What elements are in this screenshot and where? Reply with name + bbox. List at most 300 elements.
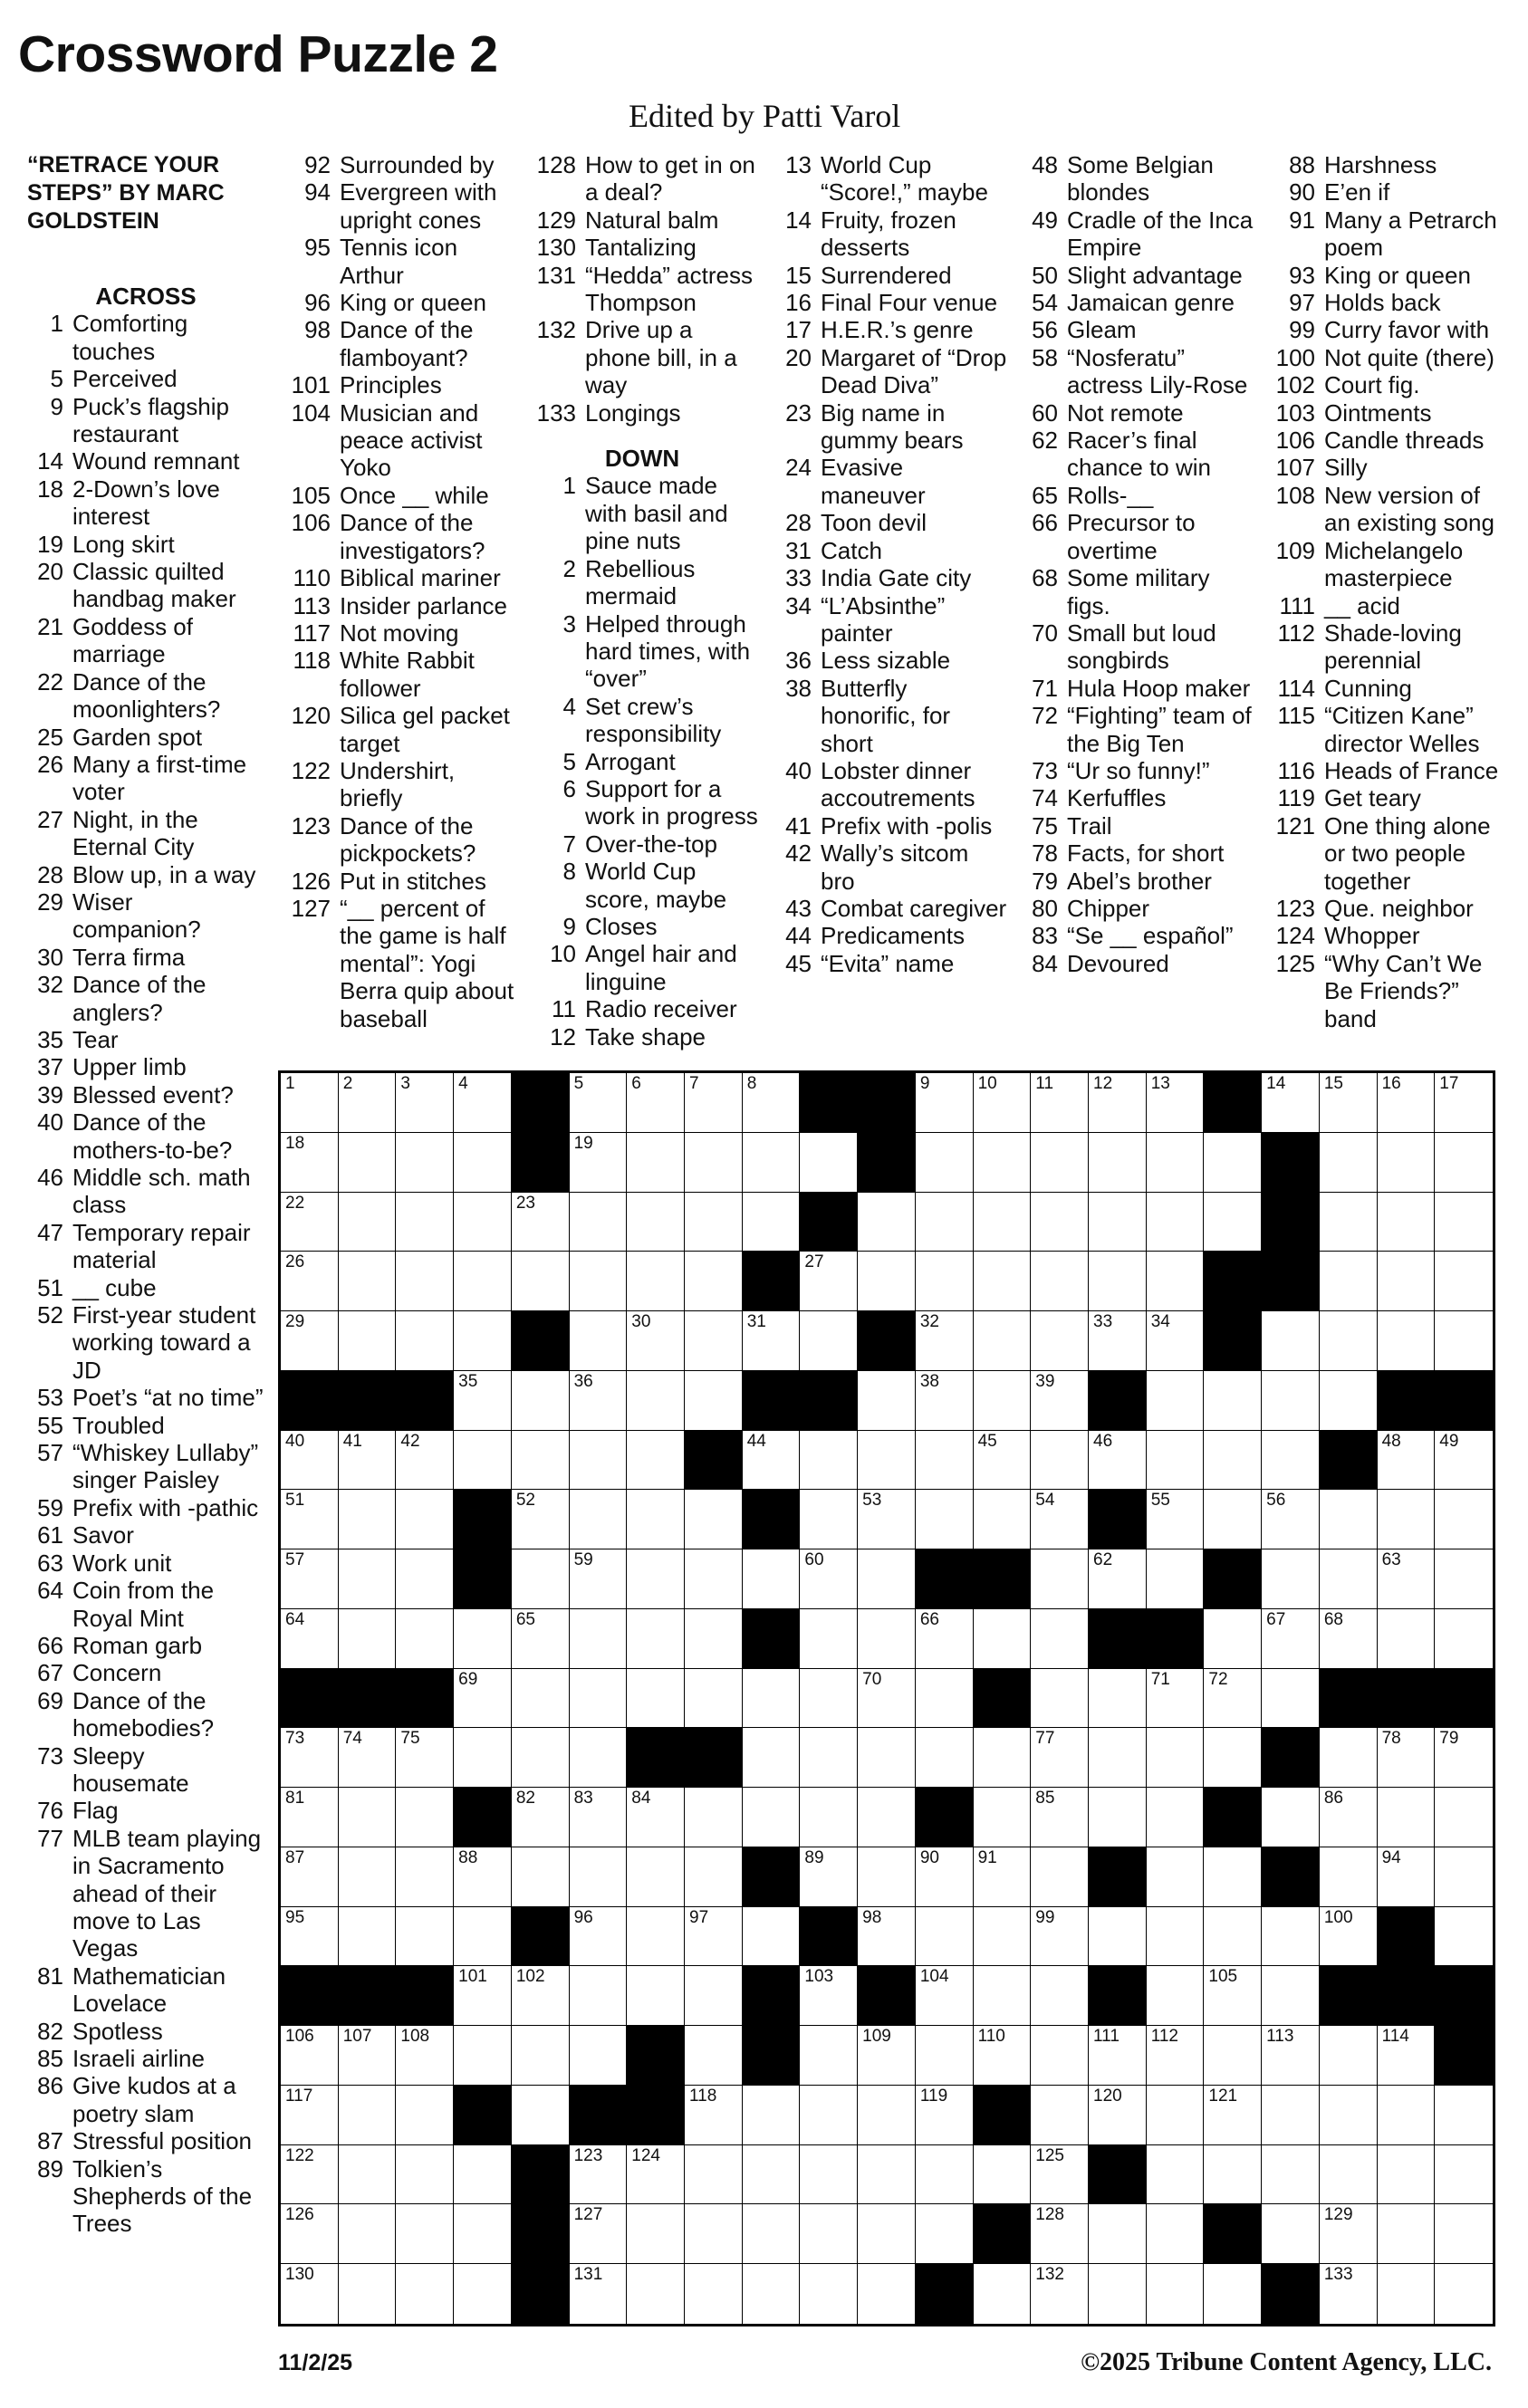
grid-cell[interactable] — [1031, 1728, 1089, 1788]
grid-cell[interactable] — [396, 1728, 454, 1788]
grid-cell[interactable] — [512, 1847, 570, 1907]
across-clue[interactable] — [524, 151, 761, 206]
down-clue[interactable] — [770, 922, 1007, 949]
grid-cell[interactable] — [1204, 1371, 1262, 1431]
grid-cell[interactable] — [1031, 1193, 1089, 1252]
down-clue[interactable] — [1016, 812, 1254, 839]
grid-cell[interactable] — [1378, 1073, 1436, 1133]
across-clue[interactable] — [27, 944, 264, 971]
across-clue[interactable] — [27, 1081, 264, 1108]
grid-cell[interactable] — [858, 2086, 916, 2145]
grid-cell[interactable] — [685, 2204, 743, 2264]
across-clue[interactable] — [278, 895, 515, 1032]
down-clue[interactable] — [524, 913, 761, 940]
grid-cell[interactable] — [743, 1788, 801, 1847]
grid-cell[interactable] — [1089, 2026, 1147, 2086]
grid-cell[interactable] — [339, 1193, 397, 1252]
grid-cell[interactable] — [685, 2026, 743, 2086]
grid-cell[interactable] — [281, 1788, 339, 1847]
grid-cell[interactable] — [858, 1728, 916, 1788]
grid-cell[interactable] — [1204, 1847, 1262, 1907]
down-clue[interactable] — [524, 555, 761, 610]
down-clue[interactable] — [1263, 784, 1500, 811]
down-clue[interactable] — [1263, 371, 1500, 398]
across-clue[interactable] — [278, 178, 515, 234]
grid-cell[interactable] — [570, 2204, 628, 2264]
grid-cell[interactable] — [1262, 2026, 1320, 2086]
grid-cell[interactable] — [800, 2204, 858, 2264]
grid-cell[interactable] — [570, 1252, 628, 1311]
grid-cell[interactable] — [396, 1549, 454, 1609]
across-clue[interactable] — [27, 310, 264, 365]
grid-cell[interactable] — [627, 1609, 685, 1669]
down-clue[interactable] — [1263, 206, 1500, 262]
grid-cell[interactable] — [1378, 2026, 1436, 2086]
grid-cell[interactable] — [396, 1252, 454, 1311]
grid-cell[interactable] — [1320, 1371, 1378, 1431]
grid-cell[interactable] — [454, 1193, 512, 1252]
grid-cell[interactable] — [1147, 1133, 1205, 1193]
grid-cell[interactable] — [570, 1847, 628, 1907]
across-clue[interactable] — [524, 262, 761, 317]
grid-cell[interactable] — [339, 1728, 397, 1788]
grid-cell[interactable] — [396, 1907, 454, 1967]
across-clue[interactable] — [27, 365, 264, 392]
down-clue[interactable] — [770, 812, 1007, 839]
grid-cell[interactable] — [1204, 1728, 1262, 1788]
grid-cell[interactable] — [1262, 2145, 1320, 2205]
grid-cell[interactable] — [685, 1907, 743, 1967]
grid-cell[interactable] — [281, 1609, 339, 1669]
grid-cell[interactable] — [916, 1728, 974, 1788]
grid-cell[interactable] — [339, 2204, 397, 2264]
down-clue[interactable] — [1016, 619, 1254, 675]
down-clue[interactable] — [1016, 564, 1254, 619]
grid-cell[interactable] — [916, 1847, 974, 1907]
grid-cell[interactable] — [396, 2086, 454, 2145]
grid-cell[interactable] — [627, 1371, 685, 1431]
grid-cell[interactable] — [627, 1669, 685, 1729]
grid-cell[interactable] — [858, 1193, 916, 1252]
across-clue[interactable] — [278, 868, 515, 895]
grid-cell[interactable] — [1262, 1788, 1320, 1847]
grid-cell[interactable] — [396, 1490, 454, 1549]
across-clue[interactable] — [27, 1164, 264, 1219]
grid-cell[interactable] — [627, 1133, 685, 1193]
grid-cell[interactable] — [1031, 1490, 1089, 1549]
down-clue[interactable] — [770, 839, 1007, 895]
across-clue[interactable] — [27, 668, 264, 724]
across-clue[interactable] — [278, 371, 515, 398]
across-clue[interactable] — [27, 2045, 264, 2072]
grid-cell[interactable] — [1262, 1907, 1320, 1967]
grid-cell[interactable] — [396, 2026, 454, 2086]
across-clue[interactable] — [27, 1825, 264, 1962]
grid-cell[interactable] — [339, 2026, 397, 2086]
grid-cell[interactable] — [974, 1371, 1032, 1431]
grid-cell[interactable] — [1435, 1431, 1493, 1491]
grid-cell[interactable] — [858, 2145, 916, 2205]
down-clue[interactable] — [524, 830, 761, 858]
grid-cell[interactable] — [339, 1549, 397, 1609]
down-clue[interactable] — [1016, 868, 1254, 895]
grid-cell[interactable] — [627, 2264, 685, 2324]
grid-cell[interactable] — [1147, 1311, 1205, 1371]
grid-cell[interactable] — [800, 1669, 858, 1729]
grid-cell[interactable] — [800, 2264, 858, 2324]
grid-cell[interactable] — [685, 1490, 743, 1549]
grid-cell[interactable] — [1320, 1728, 1378, 1788]
grid-cell[interactable] — [1204, 1966, 1262, 2026]
grid-cell[interactable] — [1378, 2086, 1436, 2145]
down-clue[interactable] — [770, 151, 1007, 206]
grid-cell[interactable] — [1262, 1490, 1320, 1549]
down-clue[interactable] — [1016, 675, 1254, 702]
grid-cell[interactable] — [339, 1490, 397, 1549]
grid-cell[interactable] — [1262, 1371, 1320, 1431]
grid-cell[interactable] — [570, 1788, 628, 1847]
grid-cell[interactable] — [974, 1847, 1032, 1907]
crossword-grid[interactable] — [278, 1070, 1495, 2326]
across-clue[interactable] — [27, 558, 264, 613]
grid-cell[interactable] — [974, 1311, 1032, 1371]
down-clue[interactable] — [1263, 482, 1500, 537]
across-clue[interactable] — [27, 1301, 264, 1384]
grid-cell[interactable] — [1378, 1431, 1436, 1491]
grid-cell[interactable] — [1147, 2026, 1205, 2086]
grid-cell[interactable] — [281, 1907, 339, 1967]
down-clue[interactable] — [770, 564, 1007, 591]
grid-cell[interactable] — [974, 2145, 1032, 2205]
across-clue[interactable] — [278, 316, 515, 371]
grid-cell[interactable] — [916, 1193, 974, 1252]
grid-cell[interactable] — [916, 1490, 974, 1549]
grid-cell[interactable] — [1089, 1907, 1147, 1967]
grid-cell[interactable] — [1320, 2204, 1378, 2264]
grid-cell[interactable] — [1262, 2086, 1320, 2145]
grid-cell[interactable] — [627, 1252, 685, 1311]
down-clue[interactable] — [770, 895, 1007, 922]
grid-cell[interactable] — [1089, 1311, 1147, 1371]
grid-cell[interactable] — [800, 2026, 858, 2086]
grid-cell[interactable] — [743, 1907, 801, 1967]
grid-cell[interactable] — [1147, 1907, 1205, 1967]
grid-cell[interactable] — [1147, 1490, 1205, 1549]
grid-cell[interactable] — [916, 1311, 974, 1371]
grid-cell[interactable] — [339, 2264, 397, 2324]
grid-cell[interactable] — [1147, 1549, 1205, 1609]
grid-cell[interactable] — [1320, 1133, 1378, 1193]
down-clue[interactable] — [1016, 702, 1254, 757]
grid-cell[interactable] — [1089, 2264, 1147, 2324]
grid-cell[interactable] — [454, 2026, 512, 2086]
across-clue[interactable] — [27, 531, 264, 558]
grid-cell[interactable] — [685, 1252, 743, 1311]
grid-cell[interactable] — [1435, 1193, 1493, 1252]
grid-cell[interactable] — [1378, 1311, 1436, 1371]
grid-cell[interactable] — [858, 1847, 916, 1907]
grid-cell[interactable] — [916, 1907, 974, 1967]
grid-cell[interactable] — [1147, 1728, 1205, 1788]
grid-cell[interactable] — [1089, 2204, 1147, 2264]
down-clue[interactable] — [1263, 812, 1500, 895]
down-clue[interactable] — [770, 344, 1007, 399]
grid-cell[interactable] — [512, 1490, 570, 1549]
down-clue[interactable] — [1016, 950, 1254, 977]
across-clue[interactable] — [27, 1053, 264, 1080]
grid-cell[interactable] — [281, 1133, 339, 1193]
grid-cell[interactable] — [339, 2145, 397, 2205]
grid-cell[interactable] — [974, 2026, 1032, 2086]
grid-cell[interactable] — [339, 1252, 397, 1311]
down-clue[interactable] — [1263, 537, 1500, 592]
grid-cell[interactable] — [1031, 1966, 1089, 2026]
across-clue[interactable] — [278, 482, 515, 509]
grid-cell[interactable] — [1031, 1133, 1089, 1193]
grid-cell[interactable] — [800, 2086, 858, 2145]
grid-cell[interactable] — [281, 1847, 339, 1907]
grid-cell[interactable] — [1147, 2204, 1205, 2264]
grid-cell[interactable] — [1320, 1490, 1378, 1549]
grid-cell[interactable] — [685, 1609, 743, 1669]
grid-cell[interactable] — [1262, 1311, 1320, 1371]
grid-cell[interactable] — [627, 1073, 685, 1133]
down-clue[interactable] — [1016, 784, 1254, 811]
grid-cell[interactable] — [281, 1431, 339, 1491]
grid-cell[interactable] — [743, 1549, 801, 1609]
grid-cell[interactable] — [1435, 1549, 1493, 1609]
grid-cell[interactable] — [858, 2264, 916, 2324]
across-clue[interactable] — [27, 1219, 264, 1274]
grid-cell[interactable] — [743, 2204, 801, 2264]
grid-cell[interactable] — [916, 1371, 974, 1431]
down-clue[interactable] — [524, 693, 761, 748]
grid-cell[interactable] — [1378, 1728, 1436, 1788]
grid-cell[interactable] — [916, 1252, 974, 1311]
grid-cell[interactable] — [512, 1609, 570, 1669]
grid-cell[interactable] — [685, 1669, 743, 1729]
grid-cell[interactable] — [916, 2086, 974, 2145]
down-clue[interactable] — [1016, 922, 1254, 949]
grid-cell[interactable] — [800, 1549, 858, 1609]
grid-cell[interactable] — [858, 1371, 916, 1431]
across-clue[interactable] — [524, 316, 761, 398]
grid-cell[interactable] — [974, 1193, 1032, 1252]
grid-cell[interactable] — [974, 1431, 1032, 1491]
grid-cell[interactable] — [800, 1847, 858, 1907]
grid-cell[interactable] — [1147, 2264, 1205, 2324]
grid-cell[interactable] — [1320, 1311, 1378, 1371]
across-clue[interactable] — [27, 1659, 264, 1686]
grid-cell[interactable] — [339, 1073, 397, 1133]
grid-cell[interactable] — [281, 2264, 339, 2324]
grid-cell[interactable] — [1204, 2086, 1262, 2145]
down-clue[interactable] — [524, 858, 761, 913]
grid-cell[interactable] — [1435, 2086, 1493, 2145]
grid-cell[interactable] — [800, 1966, 858, 2026]
down-clue[interactable] — [770, 262, 1007, 289]
grid-cell[interactable] — [1204, 1193, 1262, 1252]
grid-cell[interactable] — [627, 2145, 685, 2205]
down-clue[interactable] — [524, 1023, 761, 1051]
grid-cell[interactable] — [454, 2264, 512, 2324]
grid-cell[interactable] — [743, 2086, 801, 2145]
grid-cell[interactable] — [1435, 1788, 1493, 1847]
grid-cell[interactable] — [396, 1311, 454, 1371]
grid-cell[interactable] — [1262, 1073, 1320, 1133]
grid-cell[interactable] — [1204, 1609, 1262, 1669]
across-clue[interactable] — [524, 206, 761, 234]
grid-cell[interactable] — [1031, 1907, 1089, 1967]
grid-cell[interactable] — [570, 1669, 628, 1729]
grid-cell[interactable] — [1147, 2086, 1205, 2145]
grid-cell[interactable] — [1089, 1549, 1147, 1609]
grid-cell[interactable] — [800, 1728, 858, 1788]
grid-cell[interactable] — [627, 1788, 685, 1847]
down-clue[interactable] — [770, 289, 1007, 316]
down-clue[interactable] — [770, 509, 1007, 536]
down-clue[interactable] — [1263, 178, 1500, 206]
down-clue[interactable] — [1016, 427, 1254, 482]
grid-cell[interactable] — [454, 1311, 512, 1371]
grid-cell[interactable] — [800, 1788, 858, 1847]
grid-cell[interactable] — [685, 1371, 743, 1431]
grid-cell[interactable] — [339, 1788, 397, 1847]
grid-cell[interactable] — [281, 2145, 339, 2205]
across-clue[interactable] — [27, 888, 264, 944]
across-clue[interactable] — [27, 1742, 264, 1798]
grid-cell[interactable] — [685, 1193, 743, 1252]
grid-cell[interactable] — [1031, 1788, 1089, 1847]
grid-cell[interactable] — [512, 1549, 570, 1609]
grid-cell[interactable] — [1147, 1966, 1205, 2026]
grid-cell[interactable] — [570, 1549, 628, 1609]
across-clue[interactable] — [27, 1577, 264, 1632]
grid-cell[interactable] — [512, 1669, 570, 1729]
grid-cell[interactable] — [974, 1133, 1032, 1193]
grid-cell[interactable] — [396, 1193, 454, 1252]
grid-cell[interactable] — [1378, 1788, 1436, 1847]
across-clue[interactable] — [27, 1026, 264, 1053]
across-clue[interactable] — [27, 613, 264, 668]
grid-cell[interactable] — [396, 1788, 454, 1847]
grid-cell[interactable] — [1320, 1252, 1378, 1311]
grid-cell[interactable] — [454, 1371, 512, 1431]
grid-cell[interactable] — [1378, 2264, 1436, 2324]
down-clue[interactable] — [1016, 757, 1254, 784]
grid-cell[interactable] — [1320, 2264, 1378, 2324]
grid-cell[interactable] — [1435, 1847, 1493, 1907]
down-clue[interactable] — [524, 748, 761, 775]
grid-cell[interactable] — [974, 1073, 1032, 1133]
grid-cell[interactable] — [1204, 1490, 1262, 1549]
grid-cell[interactable] — [1435, 2145, 1493, 2205]
across-clue[interactable] — [278, 289, 515, 316]
grid-cell[interactable] — [570, 2264, 628, 2324]
grid-cell[interactable] — [1320, 2026, 1378, 2086]
grid-cell[interactable] — [281, 2026, 339, 2086]
grid-cell[interactable] — [685, 1073, 743, 1133]
grid-cell[interactable] — [1435, 2264, 1493, 2324]
across-clue[interactable] — [27, 1108, 264, 1164]
grid-cell[interactable] — [743, 1728, 801, 1788]
grid-cell[interactable] — [858, 1431, 916, 1491]
grid-cell[interactable] — [1204, 2145, 1262, 2205]
grid-cell[interactable] — [627, 1549, 685, 1609]
down-clue[interactable] — [1263, 619, 1500, 675]
grid-cell[interactable] — [1089, 1193, 1147, 1252]
grid-cell[interactable] — [512, 1966, 570, 2026]
grid-cell[interactable] — [916, 2026, 974, 2086]
grid-cell[interactable] — [1320, 1073, 1378, 1133]
grid-cell[interactable] — [1320, 1609, 1378, 1669]
grid-cell[interactable] — [743, 2264, 801, 2324]
grid-cell[interactable] — [570, 1609, 628, 1669]
down-clue[interactable] — [770, 454, 1007, 509]
grid-cell[interactable] — [339, 1847, 397, 1907]
across-clue[interactable] — [27, 1494, 264, 1521]
grid-cell[interactable] — [858, 1549, 916, 1609]
down-clue[interactable] — [770, 399, 1007, 455]
grid-cell[interactable] — [974, 1490, 1032, 1549]
grid-cell[interactable] — [916, 1609, 974, 1669]
down-clue[interactable] — [1263, 592, 1500, 619]
grid-cell[interactable] — [1147, 1252, 1205, 1311]
grid-cell[interactable] — [800, 1133, 858, 1193]
grid-cell[interactable] — [1089, 1669, 1147, 1729]
grid-cell[interactable] — [627, 2204, 685, 2264]
grid-cell[interactable] — [1435, 1490, 1493, 1549]
across-clue[interactable] — [278, 812, 515, 868]
down-clue[interactable] — [1016, 289, 1254, 316]
grid-cell[interactable] — [281, 1549, 339, 1609]
grid-cell[interactable] — [1320, 1193, 1378, 1252]
grid-cell[interactable] — [281, 1252, 339, 1311]
across-clue[interactable] — [27, 2127, 264, 2154]
grid-cell[interactable] — [281, 1311, 339, 1371]
grid-cell[interactable] — [339, 1311, 397, 1371]
grid-cell[interactable] — [916, 1669, 974, 1729]
across-clue[interactable] — [27, 475, 264, 531]
grid-cell[interactable] — [916, 1073, 974, 1133]
grid-cell[interactable] — [685, 1847, 743, 1907]
grid-cell[interactable] — [1204, 2264, 1262, 2324]
grid-cell[interactable] — [743, 1311, 801, 1371]
grid-cell[interactable] — [974, 1728, 1032, 1788]
grid-cell[interactable] — [570, 1728, 628, 1788]
across-clue[interactable] — [27, 971, 264, 1026]
grid-cell[interactable] — [396, 1847, 454, 1907]
grid-cell[interactable] — [512, 1788, 570, 1847]
across-clue[interactable] — [278, 702, 515, 757]
down-clue[interactable] — [1263, 344, 1500, 371]
down-clue[interactable] — [770, 592, 1007, 648]
down-clue[interactable] — [1263, 316, 1500, 343]
grid-cell[interactable] — [1089, 1073, 1147, 1133]
grid-cell[interactable] — [281, 2086, 339, 2145]
grid-cell[interactable] — [685, 2086, 743, 2145]
grid-cell[interactable] — [916, 2204, 974, 2264]
down-clue[interactable] — [1016, 262, 1254, 289]
grid-cell[interactable] — [454, 1609, 512, 1669]
grid-cell[interactable] — [627, 1847, 685, 1907]
across-clue[interactable] — [27, 1521, 264, 1549]
across-clue[interactable] — [27, 861, 264, 888]
grid-cell[interactable] — [396, 2264, 454, 2324]
grid-cell[interactable] — [396, 1073, 454, 1133]
grid-cell[interactable] — [454, 1907, 512, 1967]
grid-cell[interactable] — [281, 1193, 339, 1252]
